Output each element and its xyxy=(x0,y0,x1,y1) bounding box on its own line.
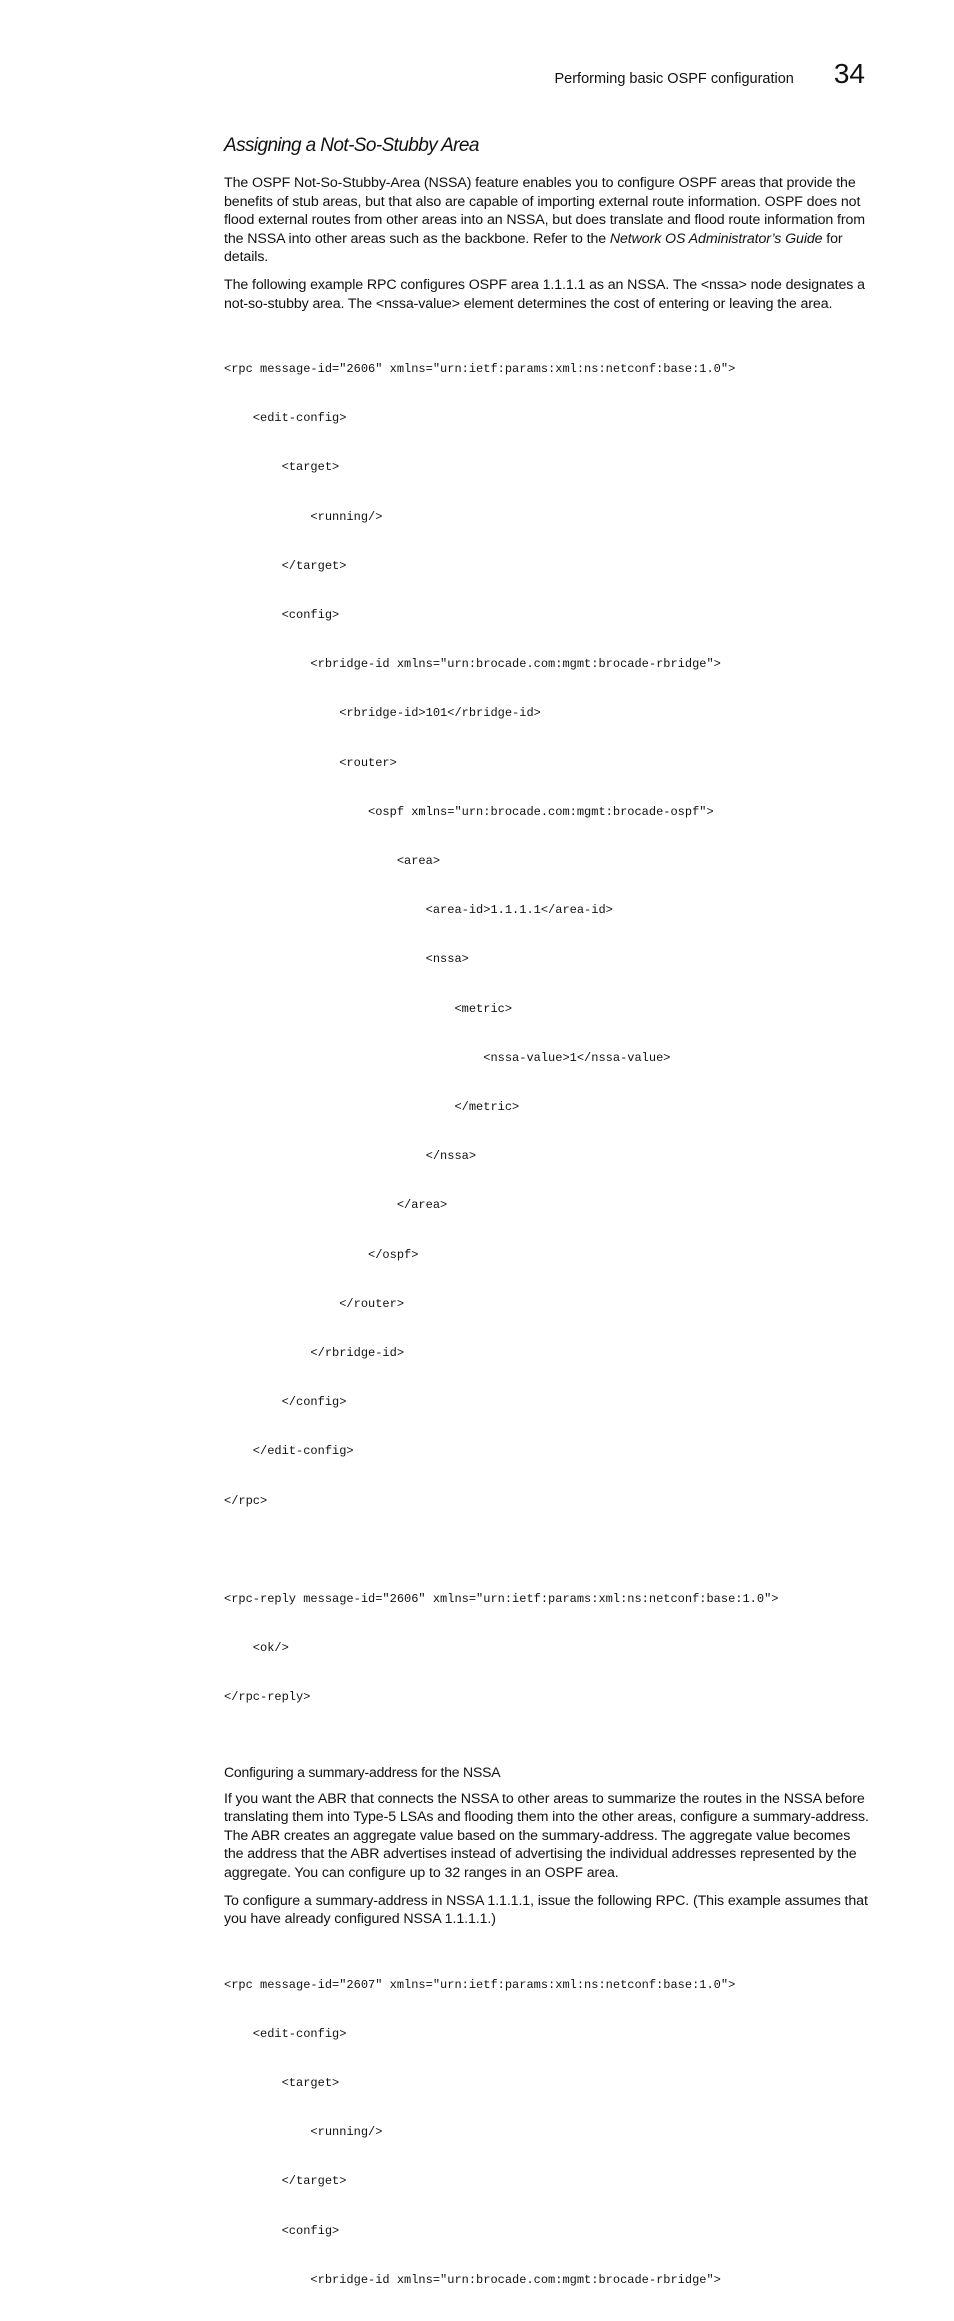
code-line: </nssa> xyxy=(224,1149,477,1164)
rpc-code-block xyxy=(224,328,870,1739)
code-line: <metric> xyxy=(224,1001,513,1016)
code-line: <rpc message-id="2606" xmlns="urn:ietf:params:xml:ns:netconf:base:1.0"> xyxy=(224,361,736,376)
code-line: </ospf> xyxy=(224,1247,419,1262)
code-line: </rpc-reply> xyxy=(224,1690,311,1705)
code-line: <nssa-value>1</nssa-value> xyxy=(224,1050,671,1065)
code-line: <ospf xmlns="urn:brocade.com:mgmt:brocade-ospf"> xyxy=(224,804,714,819)
code-line: </metric> xyxy=(224,1100,520,1115)
code-line: <router> xyxy=(224,755,397,770)
example-paragraph: The following example RPC configures OSPF area 1.1.1.1 as an NSSA. The <nssa> node designates a not-so-stubby area. The <nssa-value> element determines the cost of entering or leaving the area. xyxy=(224,276,865,312)
intro-paragraph xyxy=(224,174,870,267)
code-line: </area> xyxy=(224,1198,448,1213)
code-line: <rbridge-id xmlns="urn:brocade.com:mgmt:brocade-rbridge"> xyxy=(224,2272,721,2287)
code-line: <target> xyxy=(224,460,340,475)
running-header-title: Performing basic OSPF configuration xyxy=(554,71,794,87)
code-line: <area> xyxy=(224,854,441,868)
code-line: <rpc message-id="2607" xmlns="urn:ietf:params:xml:ns:netconf:base:1.0"> xyxy=(224,1977,736,1992)
page-body xyxy=(224,134,870,2321)
intro-text-after: for details. xyxy=(224,230,843,266)
code-line: <area-id>1.1.1.1</area-id> xyxy=(224,903,613,918)
configure-paragraph: To configure a summary-address in NSSA 1.1.1.1, issue the following RPC. (This example assumes that you have already configured NSSA 1.1.1.1.) xyxy=(224,1892,868,1928)
code-line: <rpc-reply message-id="2606" xmlns="urn:ietf:params:xml:ns:netconf:base:1.0"> xyxy=(224,1592,779,1607)
code-line: <running/> xyxy=(224,2125,383,2140)
code-line: <config> xyxy=(224,607,340,622)
code-line: </rpc> xyxy=(224,1493,268,1508)
code-line: </target> xyxy=(224,2174,347,2189)
running-header xyxy=(554,58,865,90)
code-line: <rbridge-id xmlns="urn:brocade.com:mgmt:brocade-rbridge"> xyxy=(224,657,721,672)
code-line: <edit-config> xyxy=(224,2026,347,2041)
rpc-code-block-2 xyxy=(224,1944,870,2321)
code-line: <nssa> xyxy=(224,952,469,967)
code-line: </router> xyxy=(224,1296,405,1311)
code-line: </target> xyxy=(224,558,347,573)
section-heading: Assigning a Not-So-Stubby Area xyxy=(224,135,479,156)
code-line: <config> xyxy=(224,2223,340,2238)
code-line: <ok/> xyxy=(224,1641,289,1656)
code-line: <edit-config> xyxy=(224,411,347,426)
code-line: </edit-config> xyxy=(224,1444,354,1459)
code-line: <running/> xyxy=(224,509,383,524)
guide-title: Network OS Administrator’s Guide xyxy=(609,230,823,247)
code-spacer xyxy=(224,1542,870,1558)
code-line: </rbridge-id> xyxy=(224,1346,405,1361)
chapter-number: 34 xyxy=(833,58,865,89)
intro-text-before: The OSPF Not-So-Stubby-Area (NSSA) feature enables you to configure OSPF areas that provide the benefits of stub areas, but that also are capable of importing external route information. OSPF does not flood external routes from other areas into an NSSA, but does translate and flood route information from the NSSA into other areas such as the backbone. Refer to the xyxy=(224,175,866,247)
subsection-heading: Configuring a summary-address for the NSSA xyxy=(224,1763,501,1780)
code-line: <rbridge-id>101</rbridge-id> xyxy=(224,706,541,721)
code-line: <target> xyxy=(224,2076,340,2091)
code-line: </config> xyxy=(224,1395,347,1410)
summary-paragraph: If you want the ABR that connects the NSSA to other areas to summarize the routes in the NSSA before translating them into Type-5 LSAs and flooding them into the other areas, configure a summary-address. The ABR creates an aggregate value based on the summary-address. The aggregate value becomes the address that the ABR advertises instead of advertising the individual addresses represented by the aggregate. You can configure up to 32 ranges in an OSPF area. xyxy=(224,1790,869,1882)
